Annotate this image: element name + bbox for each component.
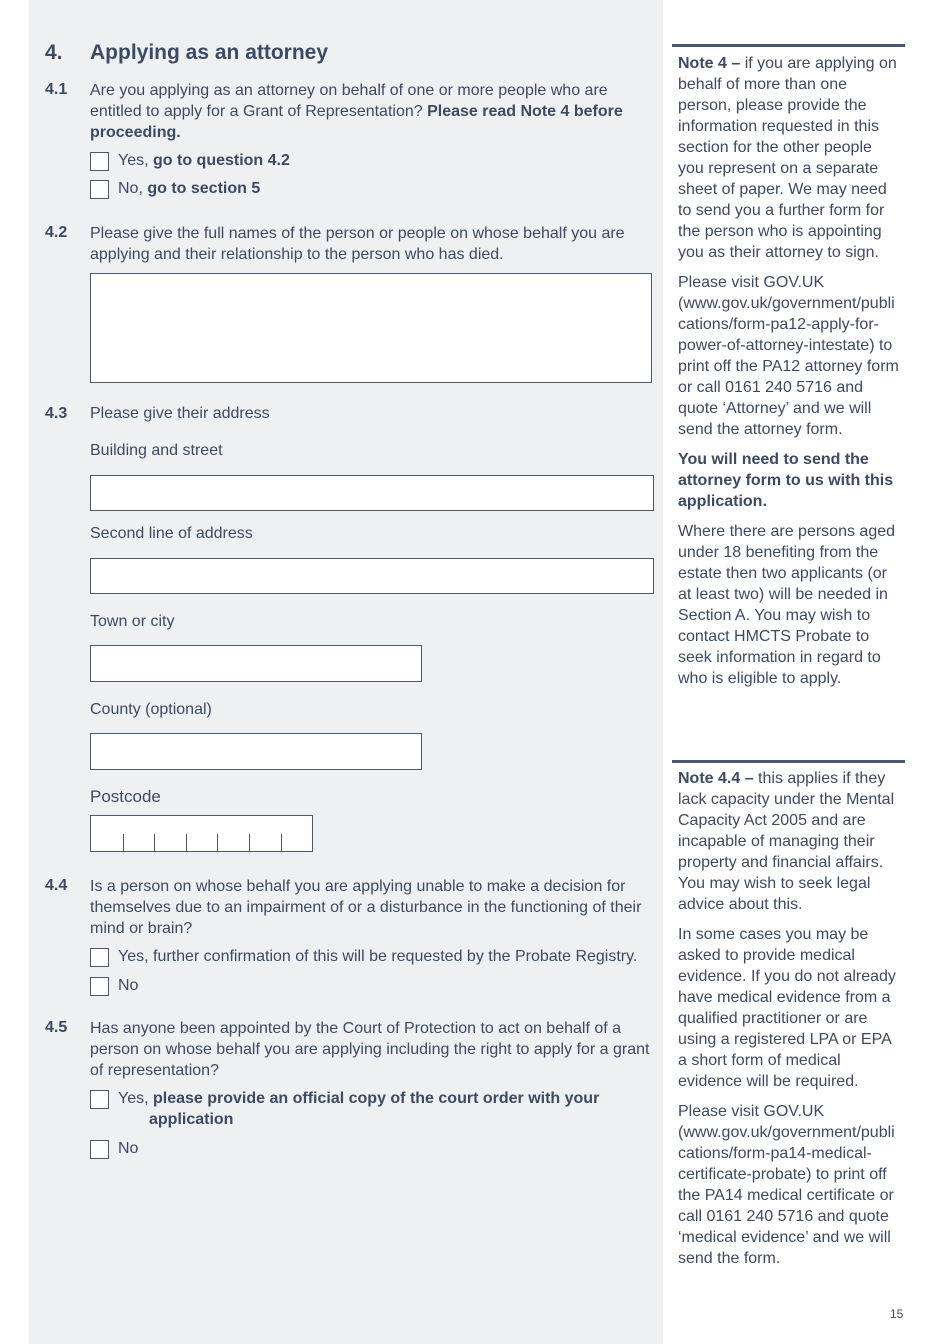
building-label: Building and street — [90, 442, 223, 459]
q43-number: 4.3 — [45, 405, 68, 422]
q41-yes-checkbox[interactable] — [90, 152, 109, 171]
note4-divider — [672, 44, 905, 47]
q42-number: 4.2 — [45, 224, 68, 241]
q45-no-option[interactable]: No — [90, 1140, 138, 1159]
q44-no-option[interactable]: No — [90, 977, 138, 996]
second-line-field[interactable] — [90, 558, 654, 594]
q42-names-field[interactable] — [90, 273, 652, 383]
q42-text: Please give the full names of the person or people on whose behalf you are applying and their relationship to the person who has died. — [90, 225, 625, 263]
q45-no-checkbox[interactable] — [90, 1140, 109, 1159]
note44: Note 4.4 – this applies if they lack capacity under the Mental Capacity Act 2005 and are incapable of managing their property and financial affairs. You may wish to seek legal advice about this. In some cases you may be asked to provide medical evidence. If you do not already have medical evidence from a qualified practitioner or are using a registered LPA or EPA a short form of medical evidence will be required. Please visit GOV.UK (www.gov.uk/government/publications/form-pa14-medical-certificate-probate) to print off the PA14 medical certificate or call 0161 240 5716 and quote ‘medical evidence’ and we will send the form. — [678, 770, 896, 1267]
page-number: 15 — [890, 1307, 904, 1321]
q43-text: Please give their address — [90, 405, 270, 422]
postcode-field[interactable] — [90, 815, 313, 852]
q41-no-option[interactable]: No, go to section 5 — [90, 180, 260, 199]
q41-no-checkbox[interactable] — [90, 180, 109, 199]
q44-yes-checkbox[interactable] — [90, 948, 109, 967]
q45-text: Has anyone been appointed by the Court of Protection to act on behalf of a person on whose behalf you are applying including the right to apply for a grant of representation? — [90, 1020, 650, 1079]
town-label: Town or city — [90, 613, 175, 630]
section-number: 4. — [45, 41, 63, 64]
county-field[interactable] — [90, 733, 422, 770]
postcode-label: Postcode — [90, 787, 161, 806]
q44-no-checkbox[interactable] — [90, 977, 109, 996]
q44-text: Is a person on whose behalf you are applying unable to make a decision for themselves due to an impairment of or a disturbance in the functioning of their mind or brain? — [90, 878, 642, 937]
second-line-label: Second line of address — [90, 525, 253, 542]
q45-yes-checkbox[interactable] — [90, 1090, 109, 1109]
note44-divider — [672, 760, 905, 763]
q44-yes-option[interactable]: Yes, further confirmation of this will be requested by the Probate Registry. — [90, 948, 660, 967]
q45-yes-option[interactable]: Yes, please provide an official copy of the court order with your application — [90, 1090, 630, 1130]
section-title: Applying as an attorney — [90, 41, 329, 64]
note4: Note 4 – if you are applying on behalf of more than one person, please provide the information requested in this section for the other people you represent on a separate sheet of paper. We may need to send you a further form for the person who is appointing you as their attorney to sign. Please visit GOV.UK (www.gov.uk/government/publications/form-pa12-apply-for-power-of-attorney-intestate) to print off the PA12 attorney form or call 0161 240 5716 and quote ‘Attorney’ and we will send the attorney form. You will need to send the attorney form to us with this application. Where there are persons aged under 18 benefiting from the estate then two applicants (or at least two) will be needed in Section A. You may wish to contact HMCTS Probate to seek information in regard to who is eligible to apply. — [678, 55, 899, 687]
building-street-field[interactable] — [90, 475, 654, 511]
town-field[interactable] — [90, 645, 422, 682]
q45-number: 4.5 — [45, 1019, 68, 1036]
q41-yes-option[interactable]: Yes, go to question 4.2 — [90, 152, 290, 171]
q41-text: Are you applying as an attorney on behalf of one or more people who are entitled to apply for a Grant of Representation? Please read Note 4 before proceeding. — [90, 82, 623, 141]
q44-number: 4.4 — [45, 877, 68, 894]
county-label: County (optional) — [90, 701, 212, 718]
q41-number: 4.1 — [45, 81, 68, 98]
